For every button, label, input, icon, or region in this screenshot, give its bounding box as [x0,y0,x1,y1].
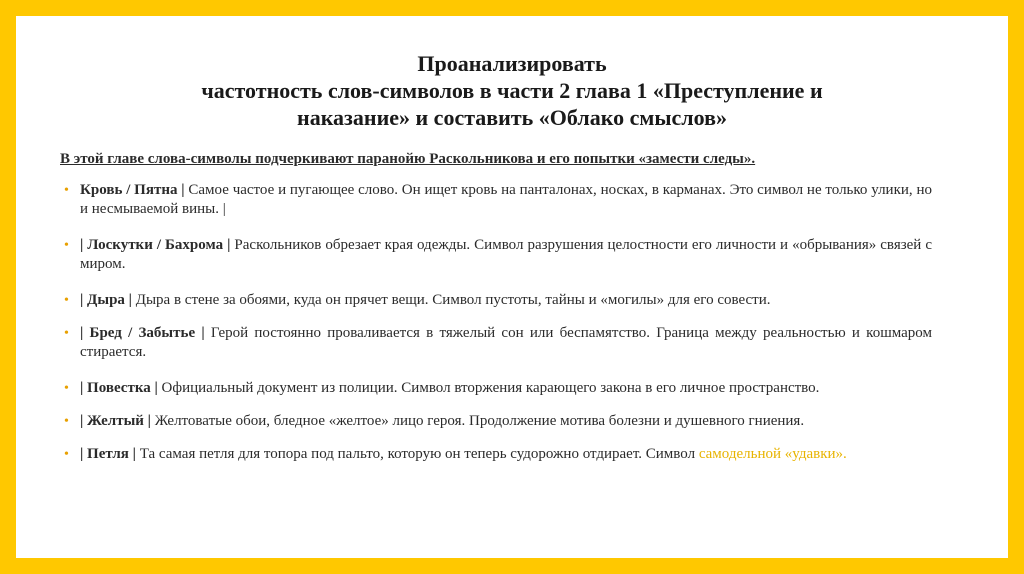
bullet-icon: • [64,381,69,396]
bullet-icon: • [64,293,69,308]
list-item-yellow [60,412,932,431]
list-item-scraps [60,236,932,274]
item-text: Та самая петля для топора под пальто, которую он теперь судорожно отдирает. Символ [135,446,699,462]
highlighted-text: самодельной «удавки». [698,446,847,462]
item-text: Желтоватые обои, бледное «желтое» лицо героя. Продолжение мотива болезни и душевного гниения. [150,413,805,429]
slide-content [60,150,932,481]
item-text: Раскольников обрезает края одежды. Символ разрушения целостности его личности и «обрывания» связей с миром. [80,237,932,272]
symbol-list [60,181,932,464]
bullet-icon: • [64,326,69,341]
item-term: | Желтый | [80,413,151,429]
item-text: Дыра в стене за обоями, куда он прячет вещи. Символ пустоты, тайны и «могилы» для его совести. [131,292,771,308]
intro-text: В этой главе слова-символы подчеркивают паранойю Раскольникова и его попытки «замести следы». [60,151,756,167]
bullet-icon: • [64,183,69,198]
item-term: Кровь / Пятна | [80,182,185,198]
bullet-icon: • [64,238,69,253]
item-text: Герой постоянно проваливается в тяжелый сон или беспамятство. Граница между реальностью и кошмаром стирается. [80,325,932,360]
item-text: Самое частое и пугающее слово. Он ищет кровь на панталонах, носках, в карманах. Это символ не только улики, но и несмываемой вины. | [80,182,932,217]
item-term: | Дыра | [80,292,132,308]
list-item-hole [60,291,932,310]
list-item-delirium [60,324,932,362]
item-term: | Петля | [80,446,136,462]
title-line-1: Проанализировать [417,51,607,76]
title-line-3: наказание» и составить «Облако смыслов» [297,105,727,130]
title-line-2: частотность слов-символов в части 2 глава 1 «Преступление и [201,78,823,103]
list-item-blood [60,181,932,219]
item-term: | Повестка | [80,380,158,396]
bullet-icon: • [64,447,69,462]
list-item-summons [60,379,932,398]
item-term: | Лоскутки / Бахрома | [80,237,231,253]
bullet-icon: • [64,414,69,429]
item-text: Официальный документ из полиции. Символ вторжения карающего закона в его личное пространство. [157,380,820,396]
list-item-noose [60,445,932,464]
slide-title [0,50,1024,131]
item-term: | Бред / Забытье | [80,325,205,341]
